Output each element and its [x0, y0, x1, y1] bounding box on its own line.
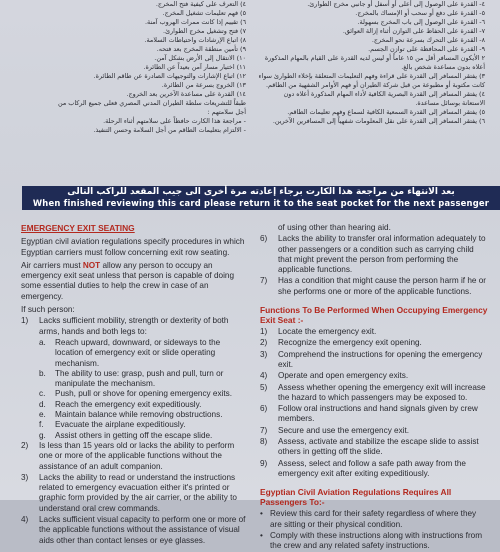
arabic-line: ٤) يفتقر المسافر إلى القدرة البصرية الكافية لأداء المهام المذكورة أعلاه دون [283, 90, 485, 98]
para-text: allow any person to occupy an emergency exit seat unless that person is capable of doing some essential duties to help the crew in case of an emergency. [21, 260, 235, 301]
list-item [260, 276, 488, 297]
item-number: 3) [260, 349, 268, 359]
item-text: Review this card for their safety regardless of where they are sitting or their physical condition. [270, 509, 477, 529]
return-card-banner [22, 186, 500, 210]
item-number: • [260, 509, 263, 519]
english-left-column [21, 223, 249, 547]
arabic-line: ٣) يفتقر المسافر إلى القدرة على قراءة وفهم التعليمات المتعلقة بإخلاء الطوارئ سواء [258, 72, 485, 80]
arabic-line: ٢ الأيكون المسافر أقل من ١٥ عاماً أو ليس لديه القدرة على القيام بالمهام المذكورة [264, 54, 485, 62]
item-text: Lacks sufficient visual capacity to perform one or more of the applicable functions without the assistance of visual aids other than contact lenses or eye glasses. [39, 515, 246, 545]
arabic-line: ١٤) القدرة على مساعدة الآخرين بعد الخروج. [126, 90, 246, 98]
arabic-line: طبقاً للتشريعات سلطة الطيران المدني المصري فعلى جميع الركاب من [57, 99, 246, 107]
item-text: Assess, activate and stabilize the escape slide to assist others in getting off the slide. [278, 437, 479, 457]
list-item [260, 371, 488, 381]
item-text: Operate and open emergency exits. [278, 371, 409, 381]
list-item [260, 426, 488, 436]
item-text: Push, pull or shove for opening emergency exits. [55, 389, 233, 399]
list-item [260, 234, 488, 275]
item-text: Lacks the ability to transfer oral information adequately to other passengers or a condition such as carrying child that might prevent the person from performing the applicable functions. [278, 234, 486, 275]
item-text: Comply with these instructions along with instructions from the crew and any related safety instructions. [270, 530, 483, 551]
item-number: 6) [260, 234, 268, 244]
regulations-heading: Egyptian Civil Aviation Regulations Requires All Passengers To:- [260, 487, 452, 508]
item-text: Lacks sufficient mobility, strength or dexterity of both arms, hands and both legs to: [39, 316, 229, 336]
not-emphasis: NOT [82, 260, 101, 270]
arabic-line: ١٠) الانتقال إلى الأرض بشكل آمن. [154, 54, 246, 62]
arabic-line: ٩) تأمين منطقة المخرج بعد فتحه. [156, 45, 246, 53]
arabic-line: ٦) يفتقر المسافر إلى القدرة على نقل المعلومات شفهياً إلى المسافرين الآخرين. [272, 117, 485, 125]
arabic-line: ٥- القدرة على دفع أو سحب أو الإمساك بالمخرج. [355, 9, 485, 17]
item-text: Assist others in getting off the escape slide. [55, 430, 213, 440]
arabic-line: ١٣) الخروج بسرعة من الطائرة. [161, 81, 246, 89]
list-item [260, 327, 488, 337]
item-number: 9) [260, 458, 268, 468]
arabic-line: ٨) اتباع الإرشادات واحتياطات السلامة. [144, 36, 246, 44]
item-number: a. [39, 337, 46, 347]
item-number: 1) [260, 327, 268, 337]
item-text: Follow oral instructions and hand signals given by crew members. [278, 404, 478, 424]
item-text: Lacks the ability to read or understand the instructions related to emergency evacuation either it's printed or graphic form provided by the air carrier, or the ability to understand oral crew commands. [39, 472, 237, 513]
arabic-text-left-column [18, 0, 246, 215]
list-item [39, 431, 249, 441]
item-text: Recognize the emergency exit opening. [278, 338, 422, 348]
banner-english-text: When finished reviewing this card please return it to the seat pocket for the next passenger [32, 198, 490, 208]
air-carriers-paragraph [21, 261, 249, 302]
arabic-line: ٨- القدرة على التحرك بسرعة نحو المخرج. [371, 36, 485, 44]
item-number: c. [39, 389, 46, 399]
item-number: d. [39, 399, 46, 409]
item-number: 5) [260, 382, 268, 392]
list-item [260, 509, 488, 530]
intro-paragraph: Egyptian civil aviation regulations specify procedures in which Egyptian carriers must follow concerning exit row seating. [21, 237, 245, 257]
arabic-line: ٧- القدرة على الحفاظ على التوازن أثناء إزالة العوائق. [342, 27, 485, 35]
item-number: • [260, 530, 263, 540]
list-item [260, 531, 488, 552]
list-item [260, 404, 488, 425]
list-item [260, 338, 488, 348]
item-number: 3) [21, 472, 29, 482]
list-item [39, 410, 249, 420]
item-number: 4) [21, 515, 29, 525]
list-item [39, 369, 249, 390]
item-text: Assess, select and follow a safe path away from the emergency exit after exiting expeditiously. [278, 458, 466, 478]
item-text: Reach the emergency exit expeditiously. [55, 399, 202, 409]
banner-arabic-text: بعد الانتهاء من مراجعة هذا الكارت برجاء إعادته مرة أخرى الى جيب المقعد للراكب التالى [67, 187, 455, 197]
emergency-exit-seating-heading: EMERGENCY EXIT SEATING [21, 223, 135, 233]
functions-heading: Functions To Be Performed When Occupying Emergency Exit Seat :- [260, 305, 488, 326]
arabic-line: ١٢) اتباع الإشارات والتوجيهات الصادرة عن طاقم الطائرة. [93, 72, 246, 80]
arabic-line: كانت مكتوبة أو مطبوعة من قبل شركة الطيران أو فهم الأوامر الشفهية من الطاقم. [265, 81, 485, 89]
condition-list [21, 316, 249, 546]
list-item [260, 350, 488, 371]
passenger-requirements-list [260, 509, 488, 551]
arabic-line: ٤) التعرف على كيفية فتح المخرج. [155, 0, 246, 8]
continued-text: of using other than hearing aid. [278, 223, 391, 232]
item-number: 2) [260, 338, 268, 348]
item-number: 4) [260, 371, 268, 381]
list-item [39, 420, 249, 430]
item-text: Secure and use the emergency exit. [278, 425, 410, 435]
arabic-line: ٦) تقييم إذا كانت ممرات الهروب آمنة. [145, 18, 246, 26]
arabic-line: ٦- القدرة على الوصول إلى باب المخرج بسهولة. [357, 18, 485, 26]
list-item [39, 338, 249, 369]
item-number: 8) [260, 437, 268, 447]
arabic-line: أعلاه بدون مساعدة شخص بالغ. [401, 63, 485, 71]
list-item [260, 437, 488, 458]
item-text: Is less than 15 years old or lacks the ability to perform one or more of the applicable functions without the assistance of an adult companion. [39, 440, 235, 471]
para-text: Air carriers must [21, 260, 83, 270]
item-number: 7) [260, 425, 268, 435]
arabic-line: ٧) فتح وتشغيل مخرج الطوارئ. [163, 27, 246, 35]
arabic-line: ٤- القدرة على الوصول إلى أعلى أو أسفل أو جانبي مخرج الطوارئ. [307, 0, 485, 8]
list-item [39, 389, 249, 399]
arabic-line: ٥) يفتقر المسافر إلى القدرة السمعية الكافية لسماع وفهم تعليمات الطاقم. [287, 108, 485, 116]
functions-list [260, 327, 488, 479]
condition-list-continued [260, 234, 488, 297]
list-item [21, 316, 249, 337]
arabic-line: - الالتزام بتعليمات الطاقم من أجل السلامة وحسن التنفيذ. [93, 126, 246, 134]
list-item [21, 441, 249, 472]
arabic-line: - مراجعة هذا الكارت حافظاً على سلامتهم أثناء الرحلة. [103, 117, 246, 125]
item-number: g. [39, 430, 46, 440]
if-such-person-label: If such person: [21, 305, 75, 315]
item-text: Assess whether opening the emergency exit will increase the hazard to which passengers may be exposed to. [278, 382, 486, 402]
item-text: Evacuate the airplane expeditiously. [55, 420, 186, 430]
item-text: The ability to use: grasp, push and pull, turn or manipulate the mechanism. [55, 368, 224, 389]
list-item [260, 383, 488, 404]
item-text: Reach upward, downward, or sideways to the location of emergency exit or slide operating mechanism. [55, 337, 221, 368]
item-number: 2) [21, 440, 29, 450]
arabic-line: ٩- القدرة على المحافظة على توازن الجسم. [368, 45, 485, 53]
arabic-line: ٥) فهم تعليمات تشغيل المخرج. [162, 9, 246, 17]
arabic-line: ١١) اختيار مسار آمن بعيداً عن الطائرة. [143, 63, 246, 71]
arabic-text-right-column [255, 0, 485, 178]
list-item [21, 515, 249, 546]
list-item [21, 473, 249, 514]
item-number: b. [39, 368, 46, 378]
item-text: Locate the emergency exit. [278, 327, 377, 337]
list-item [260, 459, 488, 480]
item-number: 1) [21, 316, 29, 326]
item-text: Comprehend the instructions for opening the emergency exit. [278, 349, 483, 369]
item-text: Has a condition that might cause the person harm if he or she performs one or more of the applicable functions. [278, 276, 486, 296]
arabic-line: أجل سلامتهم : [207, 108, 246, 116]
item-number: 7) [260, 276, 268, 286]
item-number: f. [39, 420, 44, 430]
item-text: Maintain balance while removing obstructions. [55, 410, 223, 420]
item-number: e. [39, 410, 46, 420]
list-item [39, 400, 249, 410]
english-right-column [260, 223, 488, 552]
item-number: 6) [260, 404, 268, 414]
arabic-line: الاستعانة بوسائل مساعدة. [415, 99, 485, 107]
